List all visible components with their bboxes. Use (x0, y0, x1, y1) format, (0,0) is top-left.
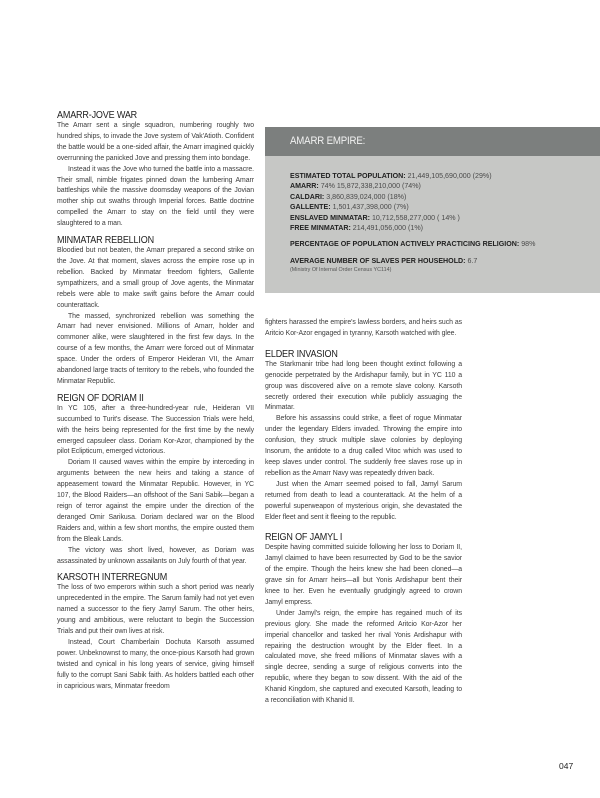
stat-label: ESTIMATED TOTAL POPULATION: (290, 172, 406, 180)
page-number: 047 (559, 761, 574, 771)
heading-minmatar-rebellion: MINMATAR REBELLION (57, 234, 154, 247)
stat-label: CALDARI: (290, 192, 325, 201)
stat-value: 1,501,437,398,000 (7%) (330, 203, 409, 212)
stat-label: GALLENTE: (290, 203, 331, 212)
stats-box-title: AMARR EMPIRE: (290, 135, 366, 147)
amarr-empire-stats-box (265, 127, 600, 293)
stats-box-header (265, 127, 600, 156)
stat-value: 74% 15,872,338,210,000 (74%) (318, 182, 421, 191)
heading-karsoth-interregnum: KARSOTH INTERREGNUM (57, 571, 168, 584)
paragraph: Despite having committed suicide following her loss to Doriam II, Jamyl claimed to have been resurrected by God to be the savior of the empire. Though the heirs knew she had been cloned—a grave sin for Amarr heirs—all but Yonis Ardishapur bent their knee to her. Even he eventually grudgingly agreed to crown Jamyl empress. (265, 544, 462, 606)
stat-label: PERCENTAGE OF POPULATION ACTIVELY PRACTICING RELIGION: (290, 240, 520, 249)
paragraph: In YC 105, after a three-hundred-year rule, Heideran VII succumbed to Turit's disease. The Succession Trials were held, with the heirs being represented for the first time by the newly emerged capsuleer class. Doriam Kor-Azor, championed by the pilot Eclipticum, emerged victorious. (57, 404, 254, 456)
stat-free-minmatar (290, 223, 600, 233)
stats-box-body (265, 156, 600, 274)
paragraph: Before his assassins could strike, a fleet of rogue Minmatar under the legendary Elders invaded. Throwing the empire into confusion, they struck multiple slave colonies by deploying Insorum, the antidote to a drug called Vitoc which was used to keep slaves under control. The suddenly free slaves rose up in rebellion as the Amarr Navy was repeatedly driven back. (265, 415, 462, 477)
heading-reign-of-doriam-ii: REIGN OF DORIAM II (57, 391, 144, 404)
stat-enslaved-minmatar (290, 213, 600, 223)
paragraph: The massed, synchronized rebellion was something the Amarr had never envisioned. Millions of Amarr, holder and commoner alike, were slaughtered in the first few days. In the course of a few months, the Amarr were forced out of Minmatar space. Under the orders of Emperor Heideran VII, the Amarr abandoned large tracts of territory to the rebels, who founded the Minmatar Republic. (57, 312, 254, 385)
paragraph: The victory was short lived, however, as Doriam was assassinated by unknown assailants on July fourth of that year. (57, 546, 254, 565)
stat-religion (290, 239, 600, 249)
stat-label: ENSLAVED MINMATAR: (290, 213, 370, 222)
paragraph: The Starkmanir tribe had long been thought extinct following a genocide perpetrated by the Ardishapur family, but in YC 110 a group was discovered alive on a remote slave colony. Karsoth secretly ordered their execution while publicly assuaging the Minmatar. (265, 360, 462, 412)
stat-caldari (290, 192, 600, 202)
stat-gallente (290, 202, 600, 212)
paragraph: The Amarr sent a single squadron, numbering roughly two hundred ships, to invade the Jove system of Vak'Atioth. Confident the battle would be a one-sided affair, the Amarr imagined quickly overrunning the panicked Jove and pressing them into bondage. (57, 122, 254, 162)
paragraph: Under Jamyl's reign, the empire has regained much of its previous glory. She made the reformed Aritcio Kor-Azor her imperial chancellor and tasked her rival Yonis Ardishapur with repairing the destruction wrought by the Elder fleet. In a calculated move, she freed millions of Minmatar slaves with a single decree, sending a surge of religious converts into the republic, where they began to sow dissent. With the aid of the Khanid Kingdom, she captured and executed Karsoth, leading to a reconciliation with Khanid II. (265, 609, 462, 705)
paragraph: Just when the Amarr seemed poised to fall, Jamyl Sarum returned from death to lead a counterattack. At the helm of a powerful superweapon of mysterious origin, she devastated the Elder fleet and sent it fleeing to the republic. (265, 480, 462, 521)
paragraph: fighters harassed the empire's lawless borders, and heirs such as Aritcio Kor-Azor engaged in tyranny, Karsoth watched with glee. (265, 319, 462, 337)
stat-value: 214,491,056,000 (1%) (350, 224, 423, 233)
stat-value: 6.7 (465, 256, 478, 265)
paragraph: Instead, Court Chamberlain Dochuta Karsoth assumed power. Unbeknownst to many, the once-pious Karsoth had grown twisted and cynical in his long years of service, giving himself fully to the corrupt Sani Sabik faith. As holders battled each other in capricious wars, Minmatar freedom (57, 638, 254, 690)
stats-citation: (Ministry Of Internal Order Census YC114) (290, 267, 392, 274)
paragraph: The loss of two emperors within such a short period was nearly unprecedented in the empire. The Sarum family had not yet even named a successor to the fiery Jamyl Sarum. The other heirs, young and ambitious, were reluctant to begin the Succession Trials and put their own lives at risk. (57, 584, 254, 636)
stat-total-population (290, 171, 600, 181)
stat-label: AMARR: (290, 182, 319, 191)
stat-slaves-per-household (290, 256, 600, 266)
stat-value: 3,860,839,024,000 (18%) (324, 192, 407, 201)
paragraph: Instead it was the Jove who turned the battle into a massacre. Their small, nimble frigates pinned down the lumbering Amarr battleships while the massive doomsday weapons of the Jovian mother ship cut swaths through Imperial forces. Battle doctrine compelled the Amarr to stay on the field until they were slaughtered to a man. (57, 165, 254, 228)
heading-elder-invasion: ELDER INVASION (265, 347, 338, 360)
stat-label: FREE MINMATAR: (290, 224, 351, 233)
heading-reign-of-jamyl-i: REIGN OF JAMYL I (265, 531, 343, 544)
paragraph: Doriam II caused waves within the empire by interceding in arguments between the new heirs and taking a stance of appeasement toward the Minmatar Republic. However, in YC 107, the Blood Raiders—an offshoot of the Sani Sabik—began a reign of terror against the empire under the direction of the deranged Omir Sarikusa. Doriam declared war on the Blood Raiders and, within a few short months, the empire ousted them from the Bleak Lands. (57, 459, 254, 543)
stat-value: 10,712,558,277,000 ( 14% ) (370, 213, 460, 222)
paragraph: Bloodied but not beaten, the Amarr prepared a second strike on the Jove. At that moment, slaves across the empire rose up in rebellion. Backed by Minmatar freedom fighters, Gallente sympathizers, and a small group of Jove agents, the Minmatar rebels were able to make swift gains before the Amarr could counterattack. (57, 247, 254, 309)
stat-amarr (290, 181, 600, 191)
heading-amarr-jove-war: AMARR-JOVE WAR (57, 109, 138, 121)
stat-label: AVERAGE NUMBER OF SLAVES PER HOUSEHOLD: (290, 256, 466, 265)
stat-value: 98% (519, 240, 536, 249)
right-column (265, 318, 462, 707)
stat-value: 21,449,105,690,000 (29%) (405, 172, 492, 180)
left-column (57, 110, 254, 693)
